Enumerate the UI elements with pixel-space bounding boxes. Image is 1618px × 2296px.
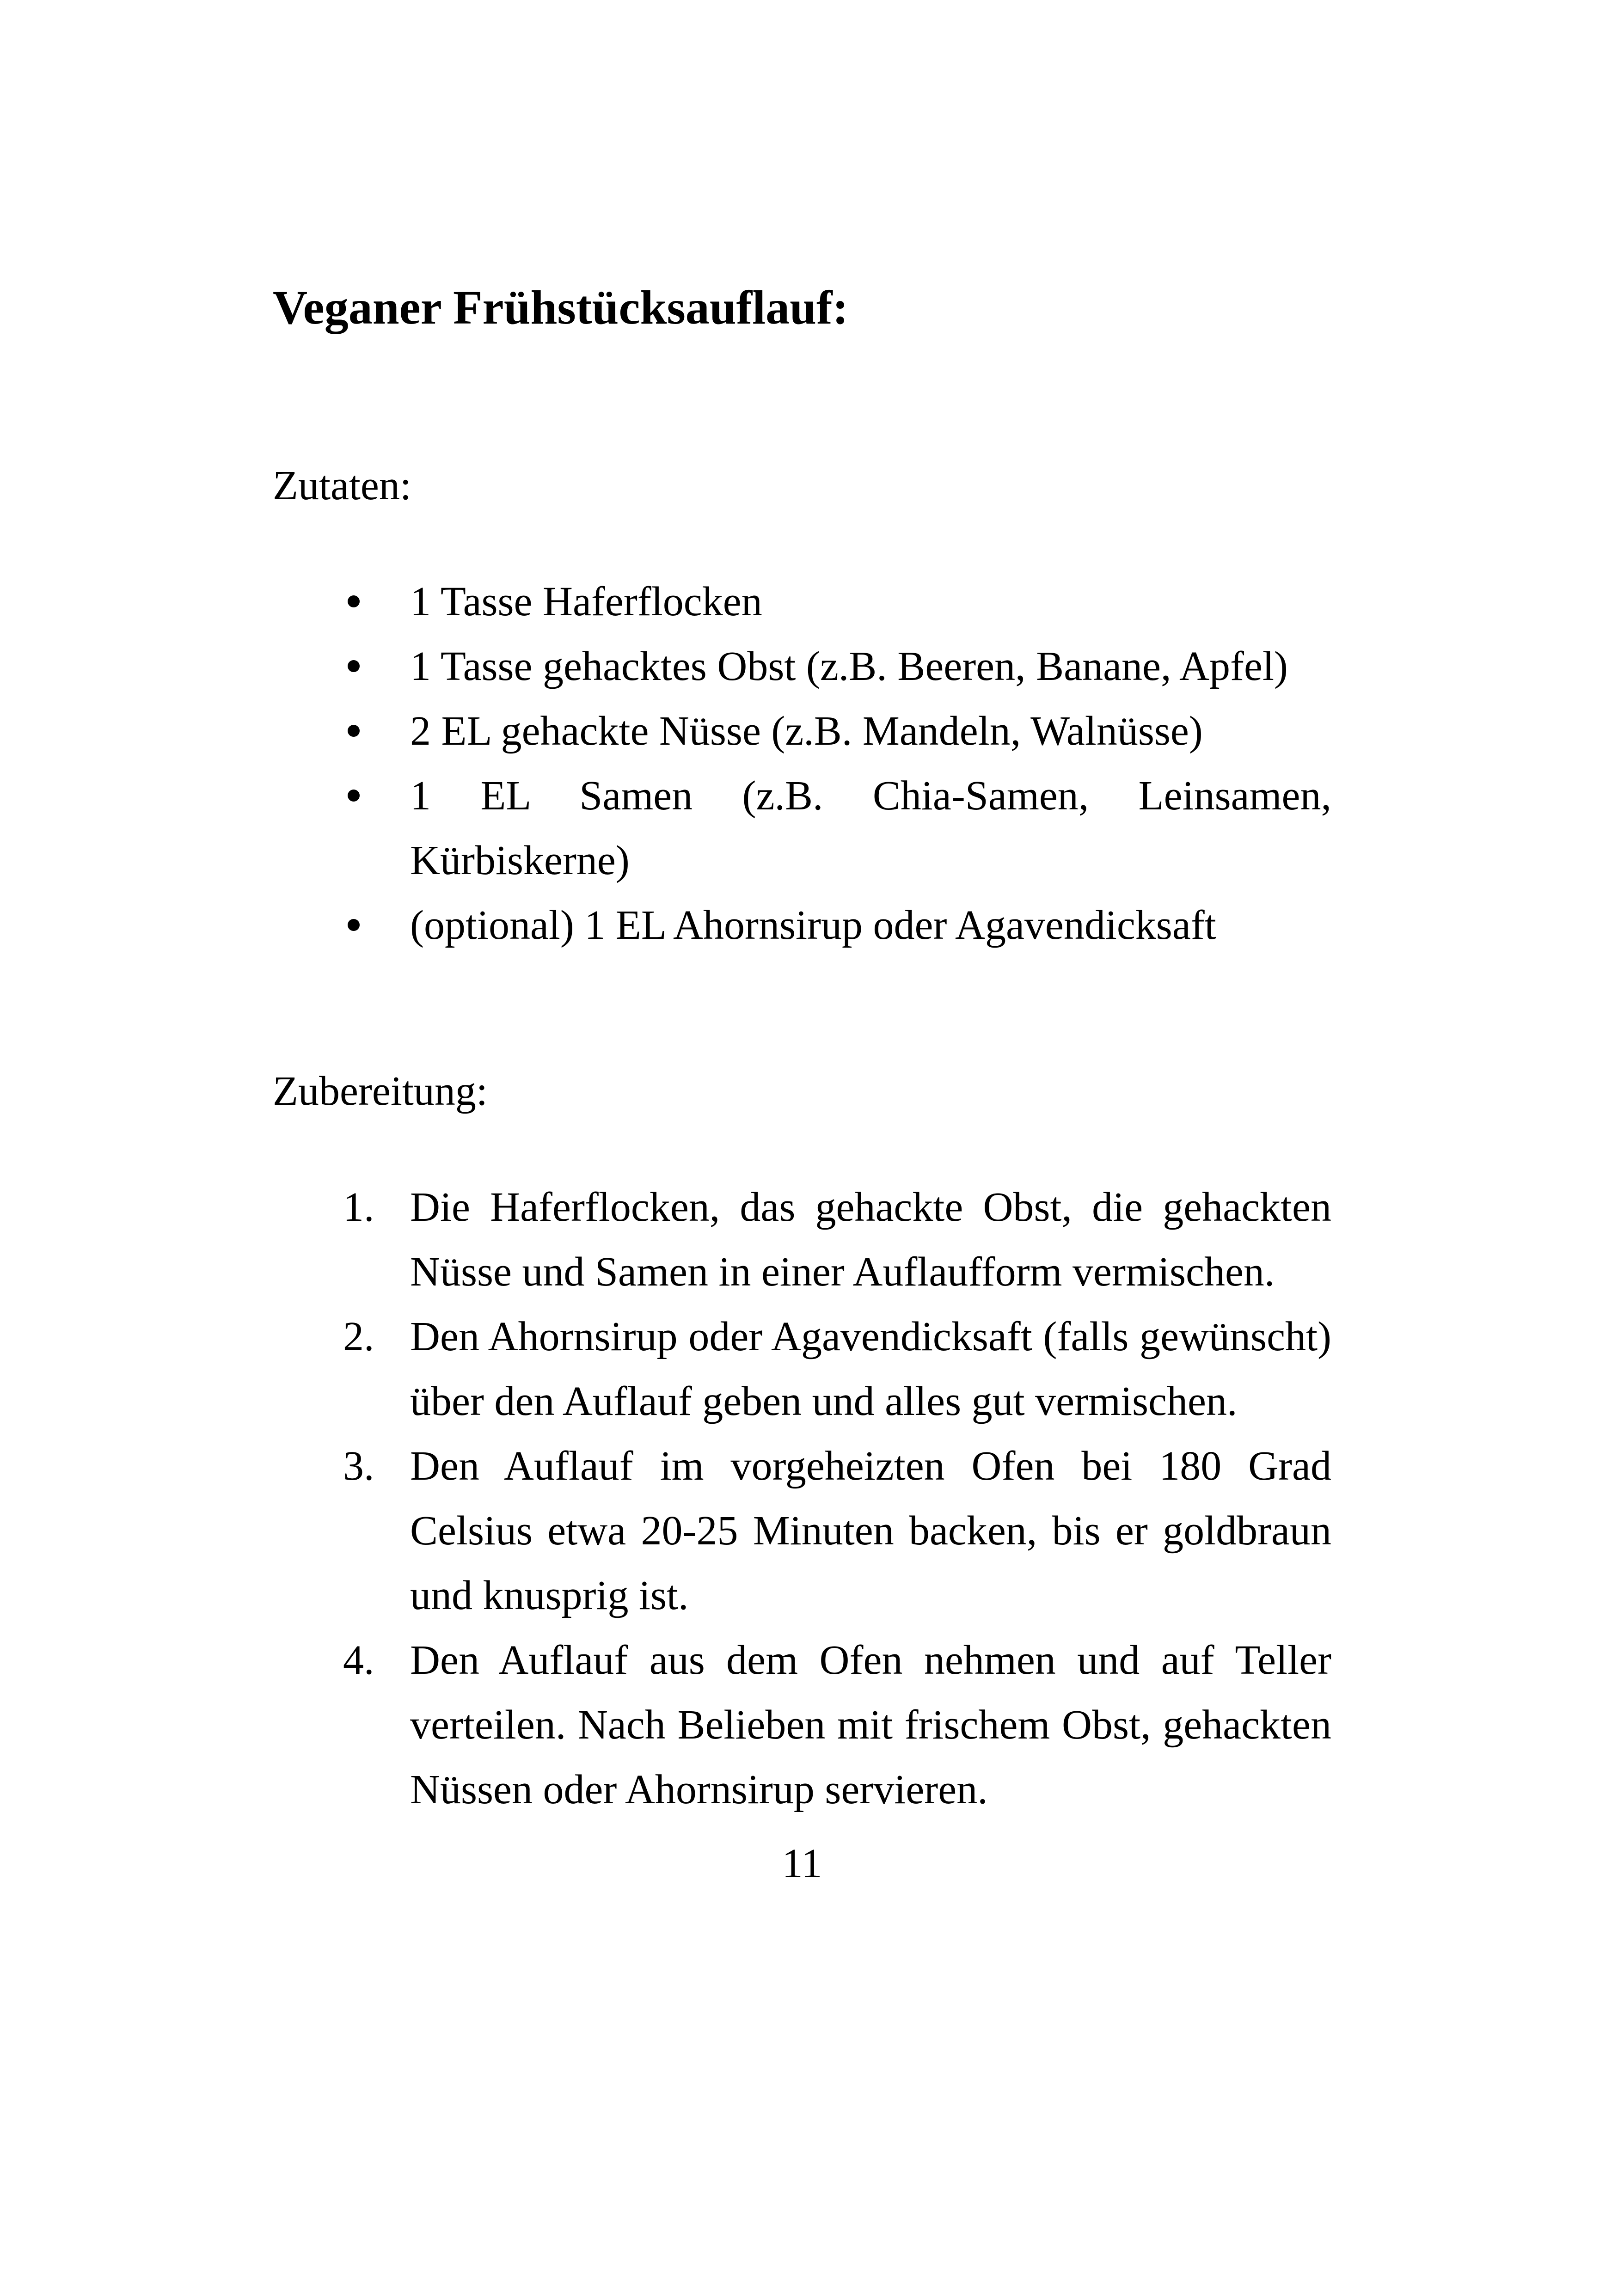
preparation-heading: Zubereitung: xyxy=(273,1068,488,1114)
list-item xyxy=(273,1175,1331,1304)
recipe-title: Veganer Frühstücksauflauf: xyxy=(273,281,849,334)
list-item xyxy=(273,699,1331,764)
list-item xyxy=(273,893,1331,958)
ingredient-text: 1 EL Samen (z.B. Chia-Samen, Leinsamen, Kürbiskerne) xyxy=(410,773,1331,883)
list-item xyxy=(273,1434,1331,1628)
page-number: 11 xyxy=(782,1841,822,1886)
ingredients-list xyxy=(273,569,1331,958)
ingredient-text: 1 Tasse gehacktes Obst (z.B. Beeren, Banane, Apfel) xyxy=(410,643,1288,689)
ingredient-text: (optional) 1 EL Ahornsirup oder Agavendicksaft xyxy=(410,902,1216,948)
step-number: 2. xyxy=(343,1314,374,1359)
list-item xyxy=(273,1304,1331,1434)
step-number: 3. xyxy=(343,1443,374,1489)
bullet-icon xyxy=(348,595,360,607)
list-item xyxy=(273,634,1331,699)
step-text: Den Ahornsirup oder Agavendicksaft (falls gewünscht) über den Auflauf geben und alles gut vermischen. xyxy=(410,1314,1331,1424)
ingredient-text: 2 EL gehackte Nüsse (z.B. Mandeln, Walnüsse) xyxy=(410,708,1203,754)
ingredient-text: 1 Tasse Haferflocken xyxy=(410,579,762,625)
step-text: Den Auflauf im vorgeheizten Ofen bei 180 Grad Celsius etwa 20-25 Minuten backen, bis er goldbraun und knusprig ist. xyxy=(410,1443,1331,1618)
ingredients-heading: Zutaten: xyxy=(273,463,411,508)
bullet-icon xyxy=(348,725,360,737)
step-number: 1. xyxy=(343,1184,374,1230)
list-item xyxy=(273,1628,1331,1822)
bullet-icon xyxy=(348,919,360,931)
bullet-icon xyxy=(348,790,360,802)
step-text: Die Haferflocken, das gehackte Obst, die gehackten Nüsse und Samen in einer Auflaufform vermischen. xyxy=(410,1184,1331,1295)
step-number: 4. xyxy=(343,1637,374,1683)
bullet-icon xyxy=(348,660,360,672)
list-item xyxy=(273,764,1331,893)
list-item xyxy=(273,569,1331,634)
preparation-steps xyxy=(273,1175,1331,1822)
step-text: Den Auflauf aus dem Ofen nehmen und auf Teller verteilen. Nach Belieben mit frischem Obst, gehackten Nüssen oder Ahornsirup servieren. xyxy=(410,1637,1331,1812)
